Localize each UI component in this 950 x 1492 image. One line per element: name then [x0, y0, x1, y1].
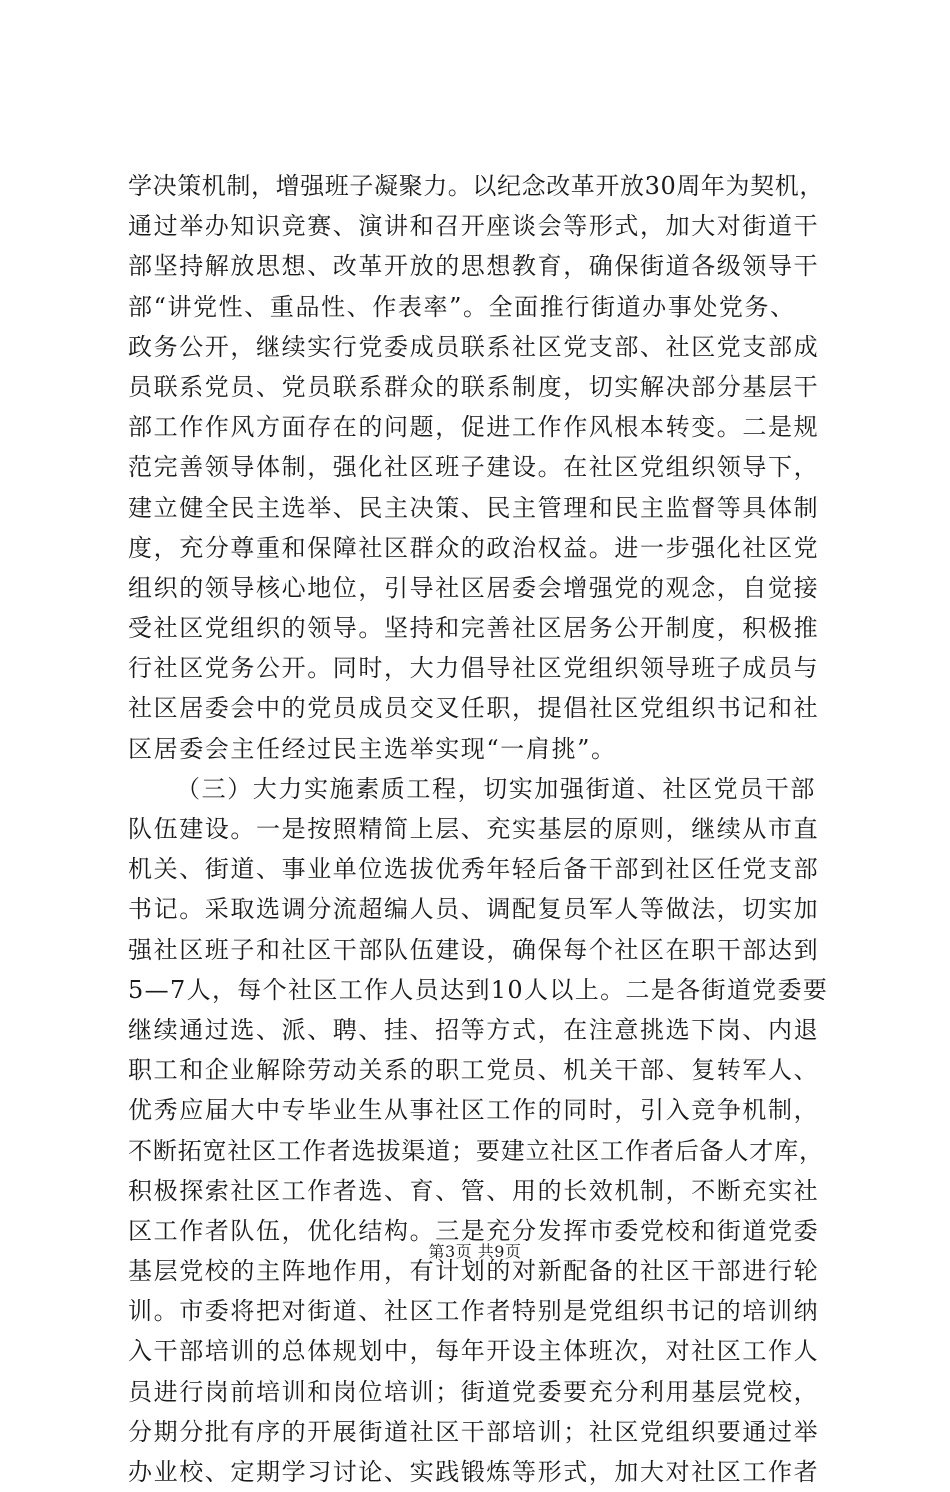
text-line: 度，充分尊重和保障社区群众的政治权益。进一步强化社区党 [128, 533, 820, 562]
text-line: 员进行岗前培训和岗位培训；街道党委要充分利用基层党校， [128, 1377, 820, 1406]
text-line: 范完善领导体制，强化社区班子建设。在社区党组织领导下， [128, 453, 820, 482]
text-line: 学决策机制，增强班子凝聚力。以纪念改革开放30周年为契机， [128, 172, 824, 200]
text-line: 继续通过选、派、聘、挂、招等方式，在注意挑选下岗、内退 [128, 1015, 820, 1044]
text-line: 书记。采取选调分流超编人员、调配复员军人等做法，切实加 [128, 895, 820, 924]
text-line: 员联系党员、党员联系群众的联系制度，切实解决部分基层干 [128, 372, 820, 401]
text-line: 优秀应届大中专毕业生从事社区工作的同时，引入竞争机制， [128, 1096, 820, 1125]
text-line: 强社区班子和社区干部队伍建设，确保每个社区在职干部达到 [128, 935, 820, 964]
text-line: 积极探索社区工作者选、育、管、用的长效机制，不断充实社 [128, 1176, 820, 1205]
text-line: 办业校、定期学习讨论、实践锻炼等形式，加大对社区工作者 [128, 1458, 820, 1486]
text-line: 区工作者队伍，优化结构。三是充分发挥市委党校和街道党委 [128, 1216, 820, 1245]
page-footer: 第3页 共9页 [428, 1242, 522, 1261]
text-line: 职工和企业解除劳动关系的职工党员、机关干部、复转军人、 [128, 1056, 820, 1085]
text-line: 入干部培训的总体规划中，每年开设主体班次，对社区工作人 [128, 1337, 820, 1366]
text-line: 区居委会主任经过民主选举实现“一肩挑”。 [128, 734, 617, 763]
text-line: 行社区党务公开。同时，大力倡导社区党组织领导班子成员与 [128, 654, 820, 683]
text-line: 队伍建设。一是按照精简上层、充实基层的原则，继续从市直 [128, 815, 820, 843]
text-line: 部“讲党性、重品性、作表率”。全面推行街道办事处党务、 [128, 292, 796, 321]
text-line: 通过举办知识竞赛、演讲和召开座谈会等形式，加大对街道干 [128, 212, 820, 241]
text-line: 训。市委将把对街道、社区工作者特别是党组织书记的培训纳 [128, 1297, 820, 1326]
text-line: 机关、街道、事业单位选拔优秀年轻后备干部到社区任党支部 [128, 855, 820, 884]
text-line: 部坚持解放思想、改革开放的思想教育，确保街道各级领导干 [128, 252, 820, 281]
text-line: 分期分批有序的开展街道社区干部培训；社区党组织要通过举 [128, 1417, 820, 1446]
text-line: 政务公开，继续实行党委成员联系社区党支部、社区党支部成 [128, 332, 820, 361]
text-line: 受社区党组织的领导。坚持和完善社区居务公开制度，积极推 [128, 614, 820, 643]
text-line: 组织的领导核心地位，引导社区居委会增强党的观念，自觉接 [128, 573, 820, 602]
body-text [128, 166, 828, 1492]
text-line: 建立健全民主选举、民主决策、民主管理和民主监督等具体制 [128, 493, 820, 522]
text-line: 社区居委会中的党员成员交叉任职，提倡社区党组织书记和社 [128, 694, 820, 723]
text-line: （三）大力实施素质工程，切实加强街道、社区党员干部 [176, 774, 816, 803]
text-line: 基层党校的主阵地作用，有计划的对新配备的社区干部进行轮 [128, 1257, 820, 1286]
text-line: 5—7人，每个社区工作人员达到10人以上。二是各街道党委要 [128, 975, 829, 1004]
text-line: 不断拓宽社区工作者选拔渠道；要建立社区工作者后备人才库， [128, 1136, 824, 1165]
text-line: 部工作作风方面存在的问题，促进工作作风根本转变。二是规 [128, 413, 820, 442]
